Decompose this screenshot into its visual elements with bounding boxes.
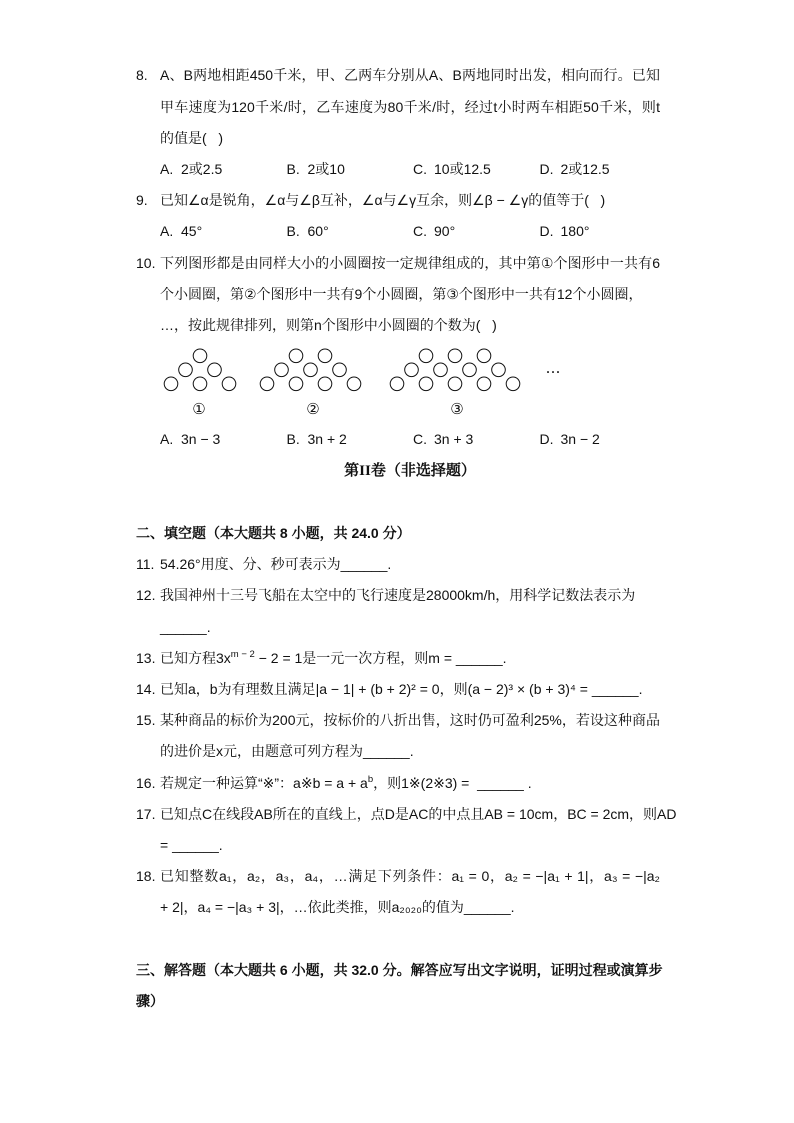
spacer [0, 487, 794, 518]
question-number: 16. [136, 774, 156, 791]
question-15 [0, 705, 794, 767]
option-a [160, 424, 287, 455]
option-letter: D. [539, 431, 554, 448]
option-letter: A. [160, 431, 174, 448]
small-circle [164, 377, 178, 391]
option-text: 180° [560, 223, 590, 240]
question-10 [0, 248, 794, 456]
small-circle [405, 363, 419, 377]
question-body [160, 60, 660, 185]
option-letter: A. [160, 161, 174, 177]
option-letter: B. [286, 431, 300, 448]
option-letter: C. [413, 431, 427, 448]
question-text-line: 已知a，b为有理数且满足|a − 1| + (b + 2)² = 0，则(a − 2)³ × (b + 3)⁴ = ______. [160, 681, 643, 698]
question-number: 18. [136, 868, 156, 885]
option-d [540, 216, 660, 247]
question-16 [0, 768, 794, 799]
text-segment: 若规定一种运算“※”：a※b = a + a [160, 774, 368, 791]
small-circle [333, 363, 347, 377]
question-13 [0, 643, 794, 674]
option-a [160, 216, 287, 247]
option-a [160, 154, 287, 185]
circle-groups [164, 349, 520, 391]
question-body [160, 549, 660, 580]
small-circle [448, 349, 462, 363]
question-body [160, 861, 660, 923]
question-text-line: 已知∠α是锐角，∠α与∠β互补，∠α与∠γ互余，则∠β − ∠γ的值等于( ) [160, 192, 606, 209]
question-body [160, 580, 660, 642]
option-text: 3n + 3 [434, 431, 474, 448]
question-text-line: 个小圆圈，第②个图形中一共有9个小圆圈，第③个图形中一共有12个小圆圈， [160, 285, 643, 302]
option-letter: D. [539, 161, 554, 177]
option-text: 45° [181, 223, 203, 240]
question-text-line: 下列图形都是由同样大小的小圆圈按一定规律组成的，其中第①个图形中一共有6 [160, 254, 660, 271]
option-b [287, 154, 414, 185]
question-8 [0, 60, 794, 185]
exponent: b [367, 773, 374, 785]
option-text: 60° [307, 223, 329, 240]
small-circle [260, 377, 274, 391]
small-circle [208, 363, 222, 377]
question-text-line: 54.26°用度、分、秒可表示为______. [160, 556, 392, 573]
figure-label-1: ① [192, 400, 206, 419]
small-circle [179, 363, 193, 377]
small-circle [275, 363, 289, 377]
answer-options [160, 424, 660, 455]
option-text: 2或10 [307, 161, 345, 177]
exponent: m − 2 [230, 648, 255, 660]
question-body [160, 674, 660, 705]
question-17 [0, 799, 794, 861]
option-text: 2或12.5 [560, 161, 610, 177]
small-circle [448, 377, 462, 391]
question-number: 10. [136, 254, 156, 271]
question-body [160, 248, 660, 456]
question-text-line: 的值是( ) [160, 129, 223, 146]
small-circle [193, 349, 207, 363]
question-11 [0, 549, 794, 580]
option-c [413, 154, 540, 185]
option-text: 2或2.5 [181, 161, 223, 177]
answer-options [160, 154, 660, 185]
option-letter: C. [413, 161, 427, 177]
option-c [413, 424, 540, 455]
option-text: 90° [434, 223, 456, 240]
question-number: 15. [136, 712, 156, 729]
small-circle [434, 363, 448, 377]
small-circle [419, 377, 433, 391]
option-c [413, 216, 540, 247]
question-text-line: 某种商品的标价为200元，按标价的八折出售，这时仍可盈利25%，若设这种商品 [160, 712, 660, 729]
small-circle [289, 377, 303, 391]
question-text-line: 甲车速度为120千米/时，乙车速度为80千米/时，经过t小时两车相距50千米，则t [160, 98, 660, 115]
question-number: 14. [136, 681, 156, 698]
small-circle [289, 349, 303, 363]
small-circle [318, 377, 332, 391]
question-number: 12. [136, 587, 156, 604]
small-circle [318, 349, 332, 363]
small-circle [222, 377, 236, 391]
answer-options [160, 216, 660, 247]
question-text-line [160, 768, 660, 799]
question-number: 8. [136, 67, 148, 84]
option-text: 3n + 2 [307, 431, 347, 448]
option-letter: B. [286, 223, 300, 240]
question-number: 17. [136, 805, 156, 822]
figure-1 [164, 349, 236, 391]
circle-pattern-svg [160, 341, 660, 425]
question-body [160, 643, 660, 674]
small-circle [506, 377, 520, 391]
text-segment: − 2 = 1是一元一次方程，则m = ______. [254, 649, 507, 666]
small-circle [347, 377, 361, 391]
figure-label-2: ② [306, 400, 320, 419]
question-body [160, 799, 677, 861]
question-text-line: …，按此规律排列，则第n个图形中小圆圈的个数为( ) [160, 317, 497, 334]
question-body [160, 768, 660, 799]
spacer [0, 924, 794, 955]
question-text-line: 已知点C在线段AB所在的直线上，点D是AC的中点且AB = 10cm，BC = 2cm，则AD [160, 805, 677, 822]
part-2-title: 第II卷（非选择题） [344, 462, 476, 479]
question-text-line: 我国神州十三号飞船在太空中的飞行速度是28000km/h，用科学记数法表示为 [160, 587, 636, 604]
question-text-line: + 2|，a₄ = −|a₃ + 3|，…依此类推，则a₂₀₂₀的值为______. [160, 899, 515, 916]
figure-2 [260, 349, 361, 391]
option-letter: C. [413, 223, 427, 240]
figure-ellipsis: … [545, 359, 561, 378]
option-letter: B. [286, 161, 300, 177]
option-b [287, 216, 414, 247]
question-9 [0, 185, 794, 247]
small-circle [463, 363, 477, 377]
figure-label-3: ③ [450, 400, 464, 419]
option-letter: D. [539, 223, 554, 240]
text-segment: ，则1※(2※3) = ______ . [373, 774, 532, 791]
circle-pattern-figure [160, 341, 660, 424]
question-number: 13. [136, 649, 156, 666]
figure-3 [390, 349, 520, 391]
section-2-title: 二、填空题（本大题共 8 小题，共 24.0 分） [136, 525, 411, 541]
question-text-line: = ______. [160, 837, 223, 854]
option-text: 3n − 2 [560, 431, 600, 448]
question-text-line: A、B两地相距450千米，甲、乙两车分别从A、B两地同时出发，相向而行。已知 [160, 67, 660, 84]
text-segment: 已知方程3x [160, 649, 231, 666]
small-circle [304, 363, 318, 377]
small-circle [419, 349, 433, 363]
section-3-title-line: 三、解答题（本大题共 6 小题，共 32.0 分。解答应写出文字说明，证明过程或演算步 [136, 961, 663, 978]
question-text-line [160, 643, 660, 674]
option-text: 10或12.5 [434, 161, 491, 177]
question-18 [0, 861, 794, 923]
question-number: 11. [136, 556, 155, 573]
small-circle [477, 377, 491, 391]
small-circle [477, 349, 491, 363]
small-circle [193, 377, 207, 391]
question-text-line: 的进价是x元，由题意可列方程为______. [160, 743, 414, 760]
question-text-line: ______. [160, 618, 211, 635]
question-body [160, 705, 660, 767]
question-number: 9. [136, 192, 148, 209]
option-b [287, 424, 414, 455]
question-14 [0, 674, 794, 705]
option-d [540, 154, 660, 185]
small-circle [390, 377, 404, 391]
section-3-title-line: 骤） [136, 993, 164, 1010]
option-text: 3n − 3 [181, 431, 221, 448]
question-body [160, 185, 660, 247]
option-d [540, 424, 660, 455]
option-letter: A. [160, 223, 174, 240]
question-text-line: 已知整数a₁，a₂，a₃，a₄，…满足下列条件：a₁ = 0，a₂ = −|a₁ + 1|，a₃ = −|a₂ [160, 868, 660, 885]
question-12 [0, 580, 794, 642]
small-circle [492, 363, 506, 377]
